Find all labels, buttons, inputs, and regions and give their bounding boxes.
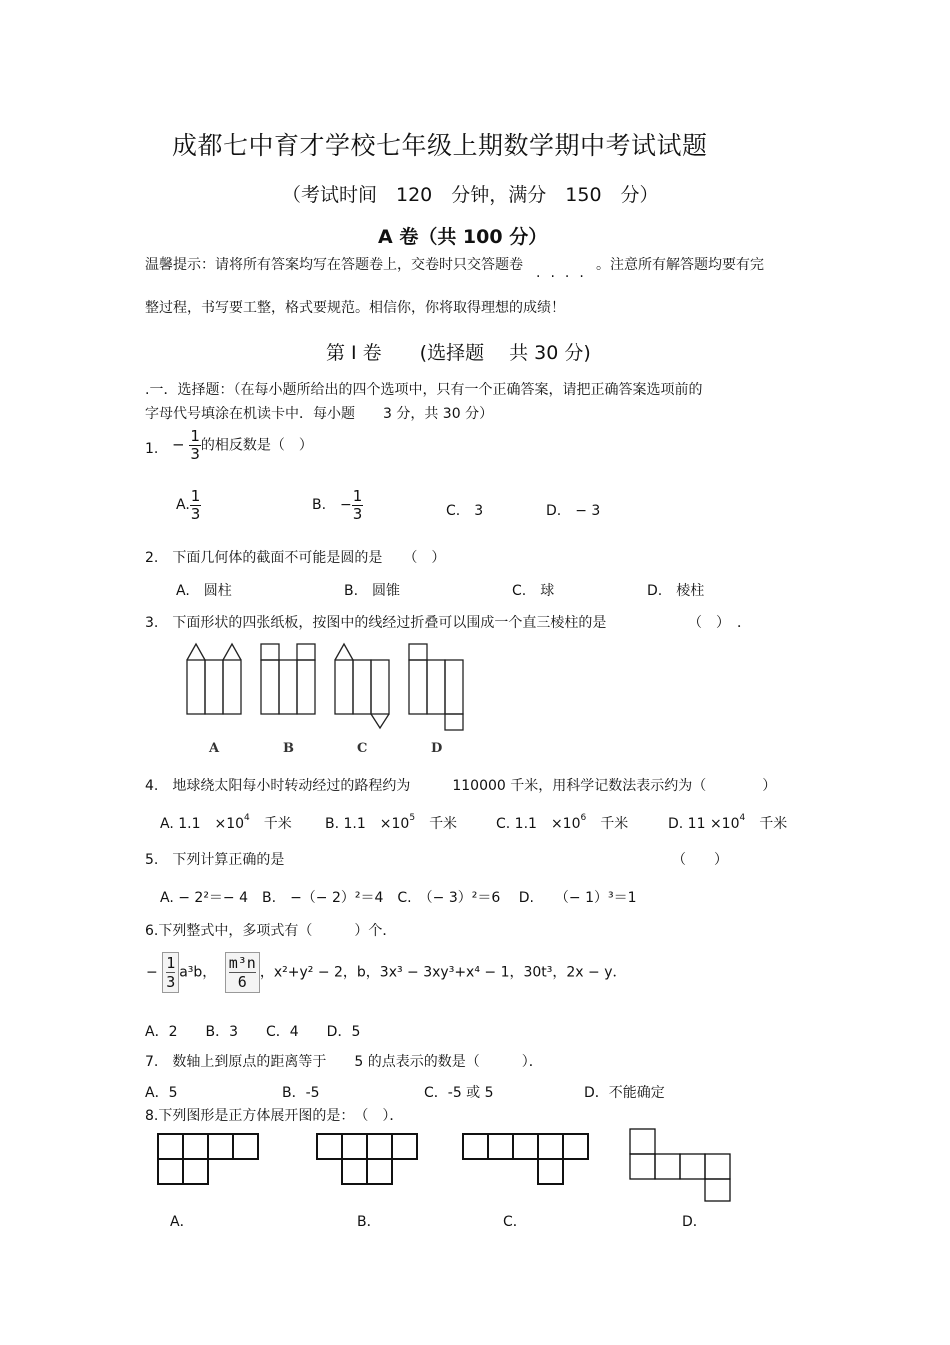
q6-options: A．2 B．3 C．4 D．5 <box>145 1024 361 1040</box>
q4-option-a: A. 1.1 $\times 10^4$ 千米 <box>160 813 292 832</box>
q7-stem: 7. 数轴上到原点的距离等于 5 的点表示的数是（ ）． <box>145 1054 543 1070</box>
q7-option-d: D．不能确定 <box>584 1085 665 1101</box>
q3-label-d: D <box>431 741 443 756</box>
q8-figure-b <box>317 1134 417 1184</box>
q6-expr-rest: ，x²+y² − 2，b，3x³ − 3xy³+x⁴ − 1，30t³，2x − y． <box>259 964 627 981</box>
q8-label-c: C． <box>503 1214 527 1230</box>
q4-option-d: D. $11 \times 10^4$ 千米 <box>668 813 788 832</box>
q1-option-a: A. $\frac{1}{3}$ <box>176 487 201 523</box>
q1-fraction: $\frac{1}{3}$ <box>190 427 200 463</box>
q1-option-b: B. − $\frac{1}{3}$ <box>312 487 363 523</box>
q2-option-c: C. 球 <box>512 583 555 599</box>
q1-text: 的相反数是（ ） <box>200 437 313 454</box>
q5-stem: 5. 下列计算正确的是 <box>145 852 285 868</box>
q6-expressions: − $\frac{1}{3}$ a³b， $\frac{\text{m³n}}{6}$ ，x²+y² − 2，b，3x³ − 3xy³+x⁴ − 1，30t³，2x − y． <box>146 954 627 991</box>
q6-fraction-2: $\frac{\text{m³n}}{6}$ <box>225 952 260 993</box>
q1-stem <box>172 428 313 462</box>
q8-label-a: A． <box>170 1214 194 1230</box>
q2-stem: 2. 下面几何体的截面不可能是圆的是 （ ） <box>145 550 446 566</box>
section-heading: 第 I 卷 (选择题 共 30 分) <box>326 342 591 364</box>
q1-option-c: C. 3 <box>446 503 484 519</box>
q8-figure-a <box>158 1134 258 1184</box>
tip-line-1: 温馨提示：请将所有答案均写在答题卷上，交卷时只交答题卷 <box>145 257 523 273</box>
q8-figure-c <box>463 1134 588 1184</box>
q4-option-c: C. 1.1 $\times 10^6$ 千米 <box>496 813 629 832</box>
instructions-line-2: 字母代号填涂在机读卡中．每小题 3 分，共 30 分） <box>145 406 494 422</box>
q1-minus: − <box>172 435 185 454</box>
q1-number: 1. <box>145 441 159 457</box>
q6-fraction-1: $\frac{1}{3}$ <box>162 952 179 993</box>
q2-option-d: D. 棱柱 <box>647 583 705 599</box>
instructions-line-1: .一．选择题：（在每小题所给出的四个选项中，只有一个正确答案，请把正确答案选项前的 <box>145 382 703 398</box>
q5-paren: （ ） <box>672 852 728 868</box>
q8-label-d: D． <box>682 1214 707 1230</box>
q7-option-c: C．-5 或 5 <box>424 1085 494 1101</box>
q3-label-c: C <box>357 741 368 756</box>
q8-figure-d <box>630 1129 730 1201</box>
q8-stem: 8.下列图形是正方体展开图的是： （ ）． <box>145 1108 404 1124</box>
q4-stem: 4. 地球绕太阳每小时转动经过的路程约为 110000 千米，用科学记数法表示约为（ ） <box>145 778 777 794</box>
q3-label-a: A <box>209 741 220 756</box>
q5-options: A. − 2²＝− 4 B. −（− 2）²＝4 C. （− 3）²＝6 D. （− 1）³＝1 <box>160 890 637 906</box>
tip-line-1-end: 。注意所有解答题均要有完 <box>596 257 764 273</box>
q1-option-d: D. − 3 <box>546 503 601 519</box>
q8-label-b: B． <box>357 1214 381 1230</box>
q3-figure-c <box>335 644 389 728</box>
q2-option-b: B. 圆锥 <box>344 583 401 599</box>
volume-a-heading: A 卷（共 100 分） <box>378 226 548 248</box>
q3-figures <box>180 640 500 740</box>
q3-figure-a <box>187 644 241 714</box>
q8-figures <box>150 1125 750 1205</box>
q3-figure-b <box>261 644 315 714</box>
page-title: 成都七中育才学校七年级上期数学期中考试试题 <box>172 131 708 160</box>
q7-option-a: A．5 <box>145 1085 178 1101</box>
q4-option-b: B. 1.1 $\times 10^5$ 千米 <box>325 813 458 832</box>
q3-paren: （ ） ． <box>688 615 751 631</box>
q6-stem: 6.下列整式中，多项式有（ ）个． <box>145 923 397 939</box>
exam-subtitle: （考试时间 120 分钟，满分 150 分） <box>282 184 659 206</box>
q2-option-a: A. 圆柱 <box>176 583 232 599</box>
q3-label-b: B <box>283 741 294 756</box>
q3-stem: 3. 下面形状的四张纸板，按图中的线经过折叠可以围成一个直三棱柱的是 <box>145 615 607 631</box>
emphasis-dots: .... <box>536 265 594 281</box>
q7-option-b: B．-5 <box>282 1085 320 1101</box>
q3-figure-d <box>409 644 463 730</box>
tip-line-2: 整过程，书写要工整，格式要规范。相信你，你将取得理想的成绩！ <box>145 300 565 316</box>
